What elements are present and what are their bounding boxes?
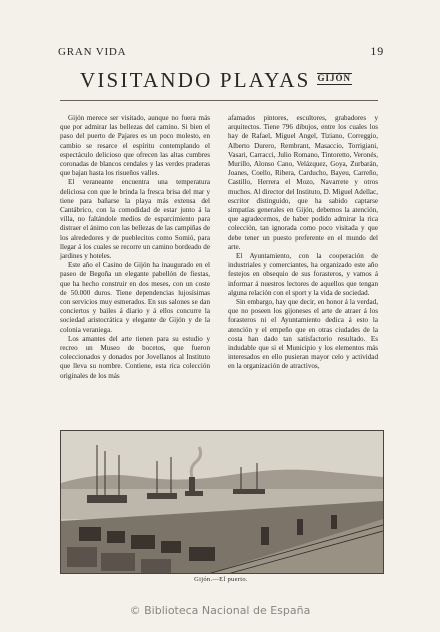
article-title: VISITANDO PLAYAS (80, 68, 311, 92)
title-rule (60, 100, 378, 101)
paragraph: afamados pintores, escultores, grabadores y arquitectos. Tiene 796 dibujos, entre los cuales los hay de Rafael, Miguel Angel, Tiziano, Correggio, Alberto Durero, Rembrant, Masaccio, Torrigiani, Vasari, Carracci, Julio Romano, Tintoretto, Veronés, Murillo, Alonso Cano, Velázquez, Goya, Zurbarán, Joanes, Coello, Ribera, Carducho, Bayeu, Carreño, Castillo, Herrera el Mozo, Navarrete y otros muchos. Al director del Instituto, D. Miguel Adellac, escritor distinguido, que ha sabido captarse simpatías generales en Gijón, debemos la atención, que agradecemos, de haber podido admirar la rica colección, tan ignorada como poco visitada y que debe tener un puesto preferente en el mundo del arte. (228, 114, 378, 251)
article-place: GIJÓN (317, 73, 352, 84)
running-head (58, 44, 384, 59)
figure-caption: Gijón.—El puerto. (194, 576, 248, 583)
paragraph: El Ayuntamiento, con la cooperación de industriales y comerciantes, ha organizado este año festejos en obsequio de sus forasteros, y vamos á informar á nuestros lectores de aquellos que tengan alguna relación con el sport y la vida de sociedad. (228, 252, 378, 297)
text-column-right (228, 114, 378, 372)
paragraph: Los amantes del arte tienen para su estudio y recreo un Museo de bocetos, que fueron coleccionados y donados por Jovellanos al Instituto que lleva su nombre. Contiene, esta rica colección originales de los más (60, 334, 210, 380)
paragraph: Gijón merece ser visitado, aunque no fuera más que por admirar las bellezas del camino. Si bien el paso del puerto de Pajares es un poco molesto, en cambio se resarce el espíritu contemplando el espectáculo delicioso que ofrecen las altas cumbres coronadas de blancos cendales y las verdes praderas que bajan hasta los risueños valles. (60, 114, 210, 178)
harbor-photograph-image (61, 431, 383, 573)
journal-name: GRAN VIDA (58, 46, 127, 58)
library-watermark: © Biblioteca Nacional de España (129, 604, 311, 617)
text-column-left (60, 114, 210, 381)
page-number: 19 (370, 44, 384, 58)
paragraph: Este año el Casino de Gijón ha inaugurado en el paseo de Begoña un elegante pabellón de fiestas, que ha hecho construir en dos meses, con un coste de 50.000 duros. Tiene dependencias lujosísimas con servicios muy esmerados. En sus salones se dan conciertos y bailes á diario y á ellos concurre la sociedad aristocrática y elegante de Gijón y de la colonia veraniega. (60, 261, 210, 334)
harbor-photograph (60, 430, 384, 574)
article-title-block (80, 70, 380, 91)
paragraph: El veraneante encuentra una temperatura deliciosa con que le brinda la fresca brisa del mar y tiene para bañarse la playa más extensa del Cantábrico, con la comodidad de estar junto á la villa, no faltándole medios de esparcimiento para distraer el ánimo con las bellezas de las campiñas de los alrededores y de pueblecitos como Somió, para llegar á los cuales se recorre un camino bordeado de jardines y hoteles. (60, 178, 210, 261)
paragraph: Sin embargo, hay que decir, en honor á la verdad, que no poseen los gijoneses el arte de atraer á los forasteros ni el Ayuntamiento dedica á esto la atención y el empeño que en otras ciudades de la costa han dado tan satisfactorio resultado. Es indudable que si el Municipio y los elementos más interesados en ello pusieran mayor celo y actividad en la organización de atractivos, (228, 298, 378, 371)
